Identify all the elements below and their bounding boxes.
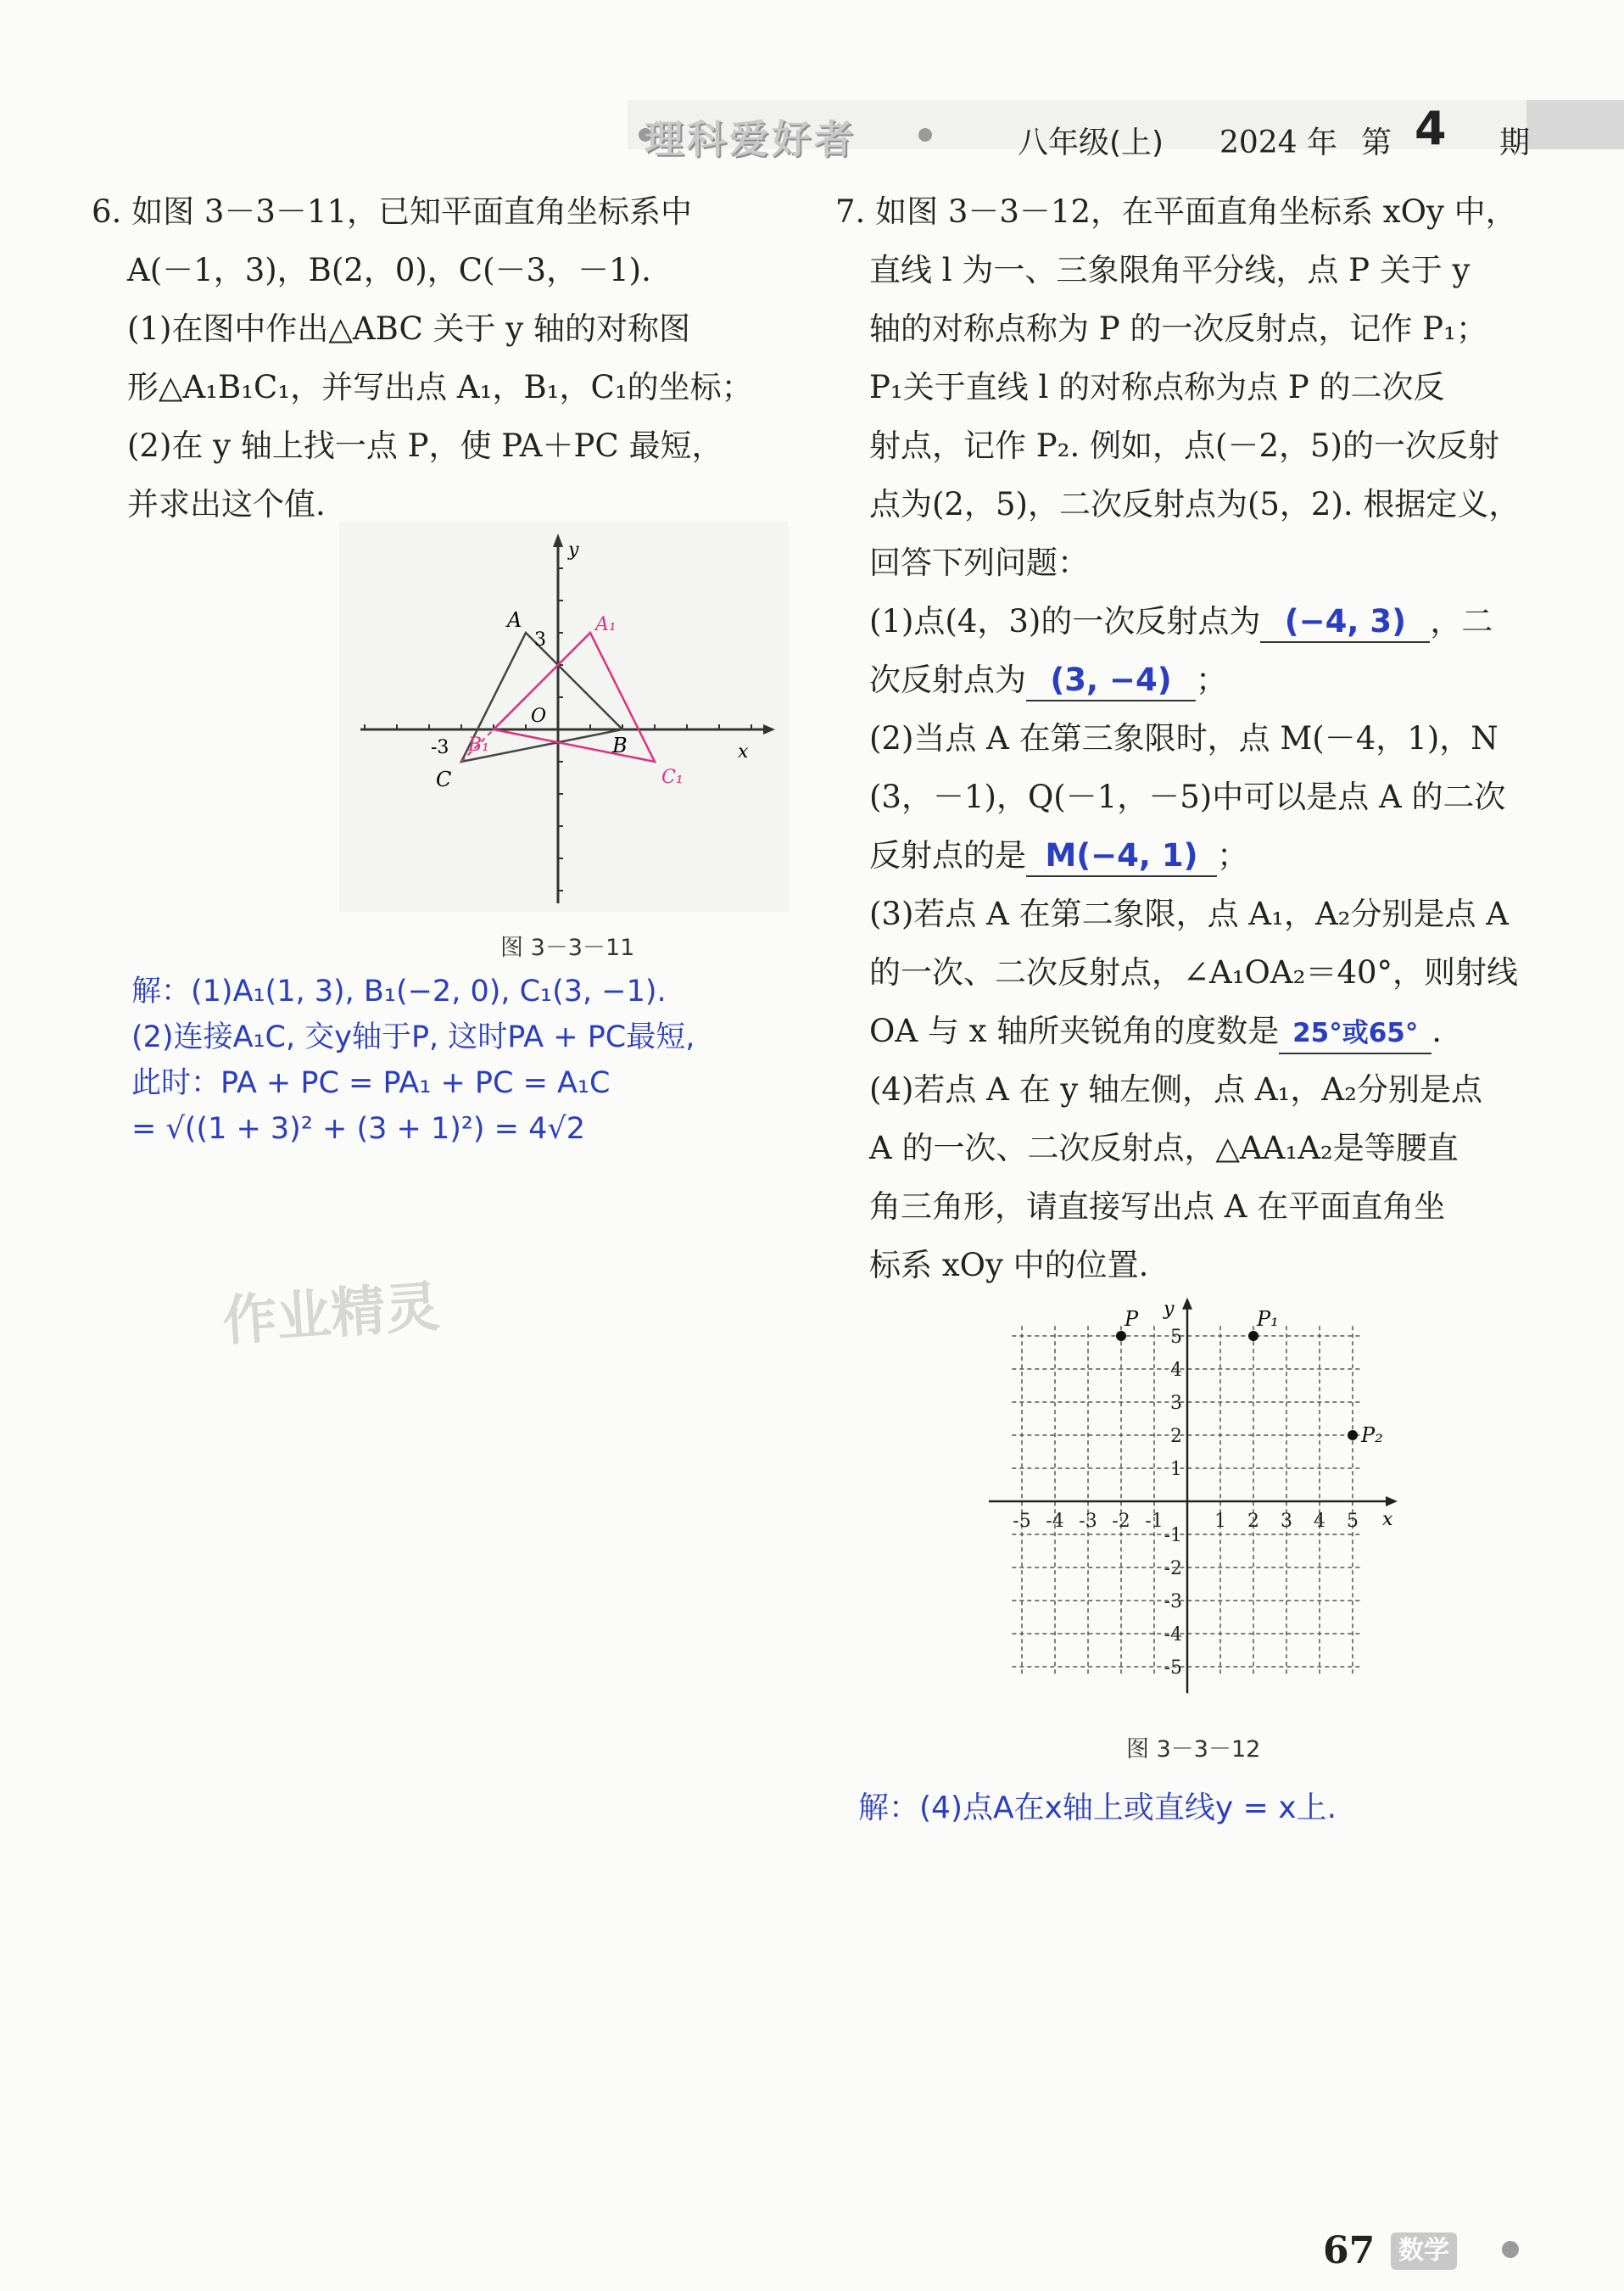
figure-3-3-12-svg <box>984 1298 1391 1705</box>
header-dot-icon <box>918 127 933 146</box>
grid-x-tick-label: 3 <box>1281 1511 1292 1532</box>
grid-x-tick-label: -5 <box>1013 1511 1031 1532</box>
q7-part2-text-a: 反射点的是 <box>869 837 1026 874</box>
q7-stem-line5: 射点，记作 P₂. 例如，点(－2，5)的一次反射 <box>869 427 1499 464</box>
grid-point <box>1248 1331 1258 1341</box>
q7-part1-text-d: ； <box>1196 662 1227 698</box>
figure-3-3-12-caption: 图 3－3－12 <box>1126 1736 1261 1763</box>
q6-answer-line2: (2)连接A₁C, 交y轴于P, 这时PA + PC最短, <box>131 1020 695 1054</box>
label-b1: B₁ <box>468 735 489 756</box>
q7-part3-text-a: OA 与 x 轴所夹锐角的度数是 <box>869 1013 1280 1049</box>
label-3: 3 <box>534 629 546 651</box>
q7-answer: 解：(4)点A在x轴上或直线y = x上. <box>858 1791 1337 1825</box>
q7-part2-blank: M(−4, 1) <box>1026 836 1217 877</box>
grid-y-tick-label: -4 <box>1164 1624 1182 1646</box>
q7-text <box>835 182 1522 1294</box>
q7-part4-line4: 标系 xOy 中的位置. <box>869 1247 1149 1283</box>
grid-y-tick-label: 4 <box>1170 1360 1182 1381</box>
q7-part3-blank: 25°或65° <box>1279 1014 1431 1054</box>
grid-point-label: P <box>1125 1307 1139 1331</box>
label-x: x <box>738 741 749 763</box>
q7-part2-line1: (2)当点 A 在第三象限时，点 M(－4，1)，N <box>869 720 1498 757</box>
footer-dot-icon <box>1501 2240 1520 2262</box>
q7-part3-line3 <box>835 1002 1522 1060</box>
watermark: 作业精灵 <box>220 1276 442 1354</box>
q7-stem-line4: P₁关于直线 l 的对称点称为点 P 的二次反 <box>869 369 1445 405</box>
label-c1: C₁ <box>661 767 684 788</box>
grid-y-tick-label: 2 <box>1170 1426 1182 1447</box>
q6-part1-line1: (1)在图中作出△ABC 关于 y 轴的对称图 <box>127 310 690 347</box>
q7-part4-line1: (4)若点 A 在 y 轴左侧，点 A₁，A₂分别是点 <box>869 1071 1482 1108</box>
grid-point-label: P₂ <box>1361 1423 1383 1447</box>
q7-part1-blank2: (3, −4) <box>1026 661 1196 701</box>
q6-part2-line2: 并求出这个值. <box>127 486 326 522</box>
grade-label: 八年级(上) <box>1018 126 1164 160</box>
grid-y-tick-label: 5 <box>1170 1327 1182 1348</box>
grid-y-tick-label: -2 <box>1164 1558 1182 1579</box>
q6-answer-line3: 此时：PA + PC = PA₁ + PC = A₁C <box>131 1066 611 1100</box>
year-label: 2024 年 <box>1219 126 1338 160</box>
q7-stem-line2: 直线 l 为一、三象限角平分线，点 P 关于 y <box>869 252 1471 288</box>
q7-part2-text-b: ； <box>1217 837 1248 874</box>
issue-suffix: 期 <box>1499 126 1531 160</box>
q6-part1-line2: 形△A₁B₁C₁，并写出点 A₁，B₁，C₁的坐标； <box>127 369 753 405</box>
q7-part2-line3 <box>835 826 1522 885</box>
grid-tick-labels <box>1013 1299 1393 1679</box>
q6-stem-line1: 6. 如图 3－3－11，已知平面直角坐标系中 <box>92 193 692 230</box>
grid-x-tick-label: 2 <box>1247 1511 1259 1532</box>
grid-points <box>1116 1307 1383 1447</box>
q7-part3-line2: 的一次、二次反射点，∠A₁OA₂＝40°，则射线 <box>869 954 1519 991</box>
brand-logo: 理科爱好者 <box>645 116 857 162</box>
label-a: A <box>507 608 522 632</box>
grid-y-tick-label: 1 <box>1170 1459 1182 1480</box>
figure-3-3-11-svg <box>339 522 789 912</box>
q7-stem-line6: 点为(2，5)，二次反射点为(5，2). 根据定义， <box>869 486 1521 522</box>
grid-y-tick-label: 3 <box>1170 1393 1182 1414</box>
q7-part1-text-a: (1)点(4，3)的一次反射点为 <box>869 603 1261 640</box>
grid-x-tick-label: -1 <box>1145 1511 1164 1532</box>
q7-part1-line2 <box>835 651 1522 709</box>
issue-prefix: 第 <box>1361 126 1392 160</box>
grid-y-tick-label: -5 <box>1164 1657 1182 1679</box>
q6-answer-line1: 解：(1)A₁(1, 3), B₁(−2, 0), C₁(3, −1). <box>131 975 667 1009</box>
grid-y-arrow-icon <box>1182 1298 1192 1310</box>
issue-number: 4 <box>1415 102 1447 155</box>
grid-x-arrow-icon <box>1386 1496 1398 1506</box>
q7-part4-line2: A 的一次、二次反射点，△AA₁A₂是等腰直 <box>869 1130 1459 1166</box>
grid-x-tick-label: -3 <box>1079 1511 1097 1532</box>
figure-3-3-11 <box>339 522 789 915</box>
grid-x-tick-label: 1 <box>1214 1511 1226 1532</box>
q7-part1-text-b: ，二 <box>1430 603 1493 640</box>
q6-answer-line4: = √((1 + 3)² + (3 + 1)²) = 4√2 <box>131 1112 585 1146</box>
grid-y-tick-label: -1 <box>1164 1525 1182 1546</box>
q7-part3-line1: (3)若点 A 在第二象限，点 A₁，A₂分别是点 A <box>869 896 1510 932</box>
q7-stem-line7: 回答下列问题： <box>869 545 1089 581</box>
q7-part1-text-c: 次反射点为 <box>869 662 1026 698</box>
page-number: 67 <box>1323 2229 1376 2272</box>
grid-x-axis-label: x <box>1382 1509 1393 1530</box>
grid-point <box>1116 1331 1126 1341</box>
label-o: O <box>531 706 547 727</box>
q7-part1-blank1: (−4, 3) <box>1260 602 1430 643</box>
q7-part2-line2: (3，－1)，Q(－1，－5)中可以是点 A 的二次 <box>869 779 1506 815</box>
label-neg3: -3 <box>431 737 449 758</box>
q7-part1-line1 <box>835 592 1522 651</box>
q6-stem-line2: A(－1，3)，B(2，0)，C(－3，－1). <box>127 252 651 288</box>
label-c: C <box>436 768 452 791</box>
grid-x-tick-label: 4 <box>1314 1511 1325 1532</box>
grid-x-tick-label: -2 <box>1112 1511 1130 1532</box>
grid-x-tick-label: -4 <box>1046 1511 1064 1532</box>
label-y: y <box>568 539 579 561</box>
q6-answer <box>131 969 827 1152</box>
q6-part2-line1: (2)在 y 轴上找一点 P，使 PA＋PC 最短， <box>127 427 723 464</box>
figure-3-3-11-caption: 图 3－3－11 <box>500 935 635 961</box>
q7-stem-line1: 7. 如图 3－3－12，在平面直角坐标系 xOy 中， <box>835 193 1517 230</box>
q7-stem-line3: 轴的对称点称为 P 的一次反射点，记作 P₁； <box>869 310 1487 347</box>
grid-y-tick-label: -3 <box>1164 1591 1182 1612</box>
subject-badge: 数学 <box>1391 2232 1457 2270</box>
grid-point <box>1348 1430 1358 1440</box>
grid-point-label: P₁ <box>1257 1307 1279 1331</box>
q7-part4-line3: 角三角形，请直接写出点 A 在平面直角坐 <box>869 1188 1446 1225</box>
q7-part3-text-b: . <box>1431 1013 1442 1049</box>
grid-x-tick-label: 5 <box>1347 1511 1359 1532</box>
label-b: B <box>612 734 628 757</box>
label-a1: A₁ <box>595 614 617 635</box>
figure-3-3-12 <box>984 1298 1391 1708</box>
q6-text <box>92 182 795 534</box>
grid-y-axis-label: y <box>1164 1298 1175 1320</box>
